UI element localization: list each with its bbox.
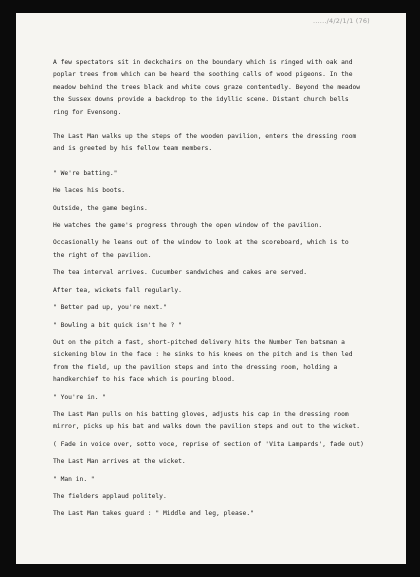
text-line: He watches the game's progress through the open window of the pavilion. bbox=[53, 222, 323, 230]
text-line: " Better pad up, you're next." bbox=[53, 304, 167, 312]
paragraph bbox=[53, 168, 389, 180]
paragraph bbox=[53, 203, 389, 215]
text-line: The Last Man pulls on his batting gloves, adjusts his cap in the dressing room bbox=[53, 410, 349, 418]
paragraph bbox=[53, 439, 389, 451]
text-line: from the field, up the pavilion steps and into the dressing room, holding a bbox=[53, 363, 338, 371]
paragraph bbox=[53, 302, 389, 314]
paragraph bbox=[53, 508, 389, 520]
paragraph bbox=[53, 267, 389, 279]
text-line: sickening blow in the face : he sinks to his knees on the pitch and is then led bbox=[53, 351, 353, 359]
paragraph bbox=[53, 409, 389, 434]
paragraph bbox=[53, 320, 389, 332]
paragraph bbox=[53, 57, 389, 119]
text-line: " Man in. " bbox=[53, 475, 95, 483]
document-page bbox=[16, 13, 406, 564]
paragraph bbox=[53, 392, 389, 404]
paragraph bbox=[53, 185, 389, 197]
text-line: The Last Man arrives at the wicket. bbox=[53, 458, 186, 466]
paragraph bbox=[53, 285, 389, 297]
text-line: " You're in. " bbox=[53, 393, 107, 401]
text-line: ring for Evensong. bbox=[53, 108, 122, 116]
text-line: the right of the pavilion. bbox=[53, 251, 152, 259]
text-line: " We're batting." bbox=[53, 169, 118, 177]
paragraph bbox=[53, 491, 389, 503]
text-line: handkerchief to his face which is pouring blood. bbox=[53, 376, 235, 384]
paragraph bbox=[53, 220, 389, 232]
paragraph bbox=[53, 456, 389, 468]
text-line: The fielders applaud politely. bbox=[53, 492, 167, 500]
text-line: Out on the pitch a fast, short-pitched delivery hits the Number Ten batsman a bbox=[53, 338, 345, 346]
text-line: meadow behind the trees black and white cows graze contentedly. Beyond the meadow bbox=[53, 83, 361, 91]
text-line: Outside, the game begins. bbox=[53, 204, 148, 212]
text-line: and is greeted by his fellow team members. bbox=[53, 145, 213, 153]
text-line: Occasionally he leans out of the window to look at the scoreboard, which is to bbox=[53, 239, 349, 247]
text-line: mirror, picks up his bat and walks down the pavilion steps and out to the wicket. bbox=[53, 423, 361, 431]
text-line: ( Fade in voice over, sotto voce, reprise of section of 'Vita Lampards', fade out) bbox=[53, 440, 364, 448]
paragraph bbox=[53, 474, 389, 486]
text-line: A few spectators sit in deckchairs on the boundary which is ringed with oak and bbox=[53, 59, 353, 66]
text-line: " Bowling a bit quick isn't he ? " bbox=[53, 321, 182, 329]
paragraph bbox=[53, 337, 389, 387]
text-line: The tea interval arrives. Cucumber sandwiches and cakes are served. bbox=[53, 269, 308, 277]
text-line: The Last Man takes guard : " Middle and leg, please." bbox=[53, 510, 254, 518]
text-line: the Sussex downs provide a backdrop to the idyllic scene. Distant church bells bbox=[53, 96, 349, 104]
text-line: poplar trees from which can be heard the soothing calls of wood pigeons. In the bbox=[53, 71, 353, 79]
text-line: After tea, wickets fall regularly. bbox=[53, 286, 182, 294]
text-line: He laces his boots. bbox=[53, 187, 126, 195]
archive-annotation: ....../4/2/1/1 (76) bbox=[313, 17, 370, 25]
text-line: The Last Man walks up the steps of the wooden pavilion, enters the dressing room bbox=[53, 133, 357, 141]
paragraph bbox=[53, 131, 389, 156]
paragraph bbox=[53, 237, 389, 262]
script-text bbox=[53, 57, 389, 526]
